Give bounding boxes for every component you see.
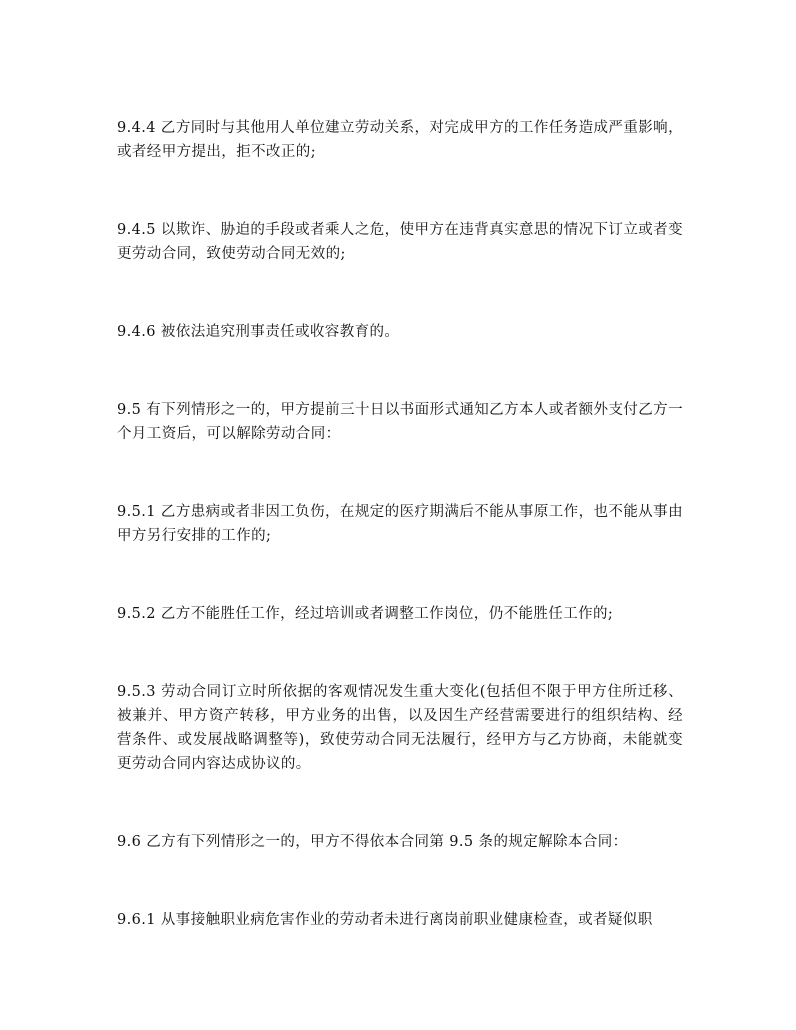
clause-9-4-5: 9.4.5 以欺诈、胁迫的手段或者乘人之危，使甲方在违背真实意思的情况下订立或者变更劳动合同，致使劳动合同无效的;	[117, 222, 683, 262]
clause-9-5-2: 9.5.2 乙方不能胜任工作，经过培训或者调整工作岗位，仍不能胜任工作的;	[117, 606, 614, 622]
clause-9-4-6: 9.4.6 被依法追究刑事责任或收容教育的。	[117, 324, 400, 340]
clause-9-4-4: 9.4.4 乙方同时与其他用人单位建立劳动关系，对完成甲方的工作任务造成严重影响，或者经甲方提出，拒不改正的;	[117, 120, 683, 160]
clause-9-6-1: 9.6.1 从事接触职业病危害作业的劳动者未进行离岗前职业健康检查，或者疑似职	[117, 912, 653, 928]
clause-9-5-3: 9.5.3 劳动合同订立时所依据的客观情况发生重大变化(包括但不限于甲方住所迁移、被兼并、甲方资产转移，甲方业务的出售，以及因生产经营需要进行的组织结构、经营条件、或发展战略调整等)，致使劳动合同无法履行，经甲方与乙方协商，未能就变更劳动合同内容达成协议的。	[117, 684, 683, 772]
clause-9-5: 9.5 有下列情形之一的，甲方提前三十日以书面形式通知乙方本人或者额外支付乙方一个月工资后，可以解除劳动合同：	[117, 402, 683, 442]
clause-9-6: 9.6 乙方有下列情形之一的，甲方不得依本合同第 9.5 条的规定解除本合同：	[117, 834, 628, 850]
clause-9-5-1: 9.5.1 乙方患病或者非因工负伤，在规定的医疗期满后不能从事原工作，也不能从事由甲方另行安排的工作的;	[117, 504, 683, 544]
